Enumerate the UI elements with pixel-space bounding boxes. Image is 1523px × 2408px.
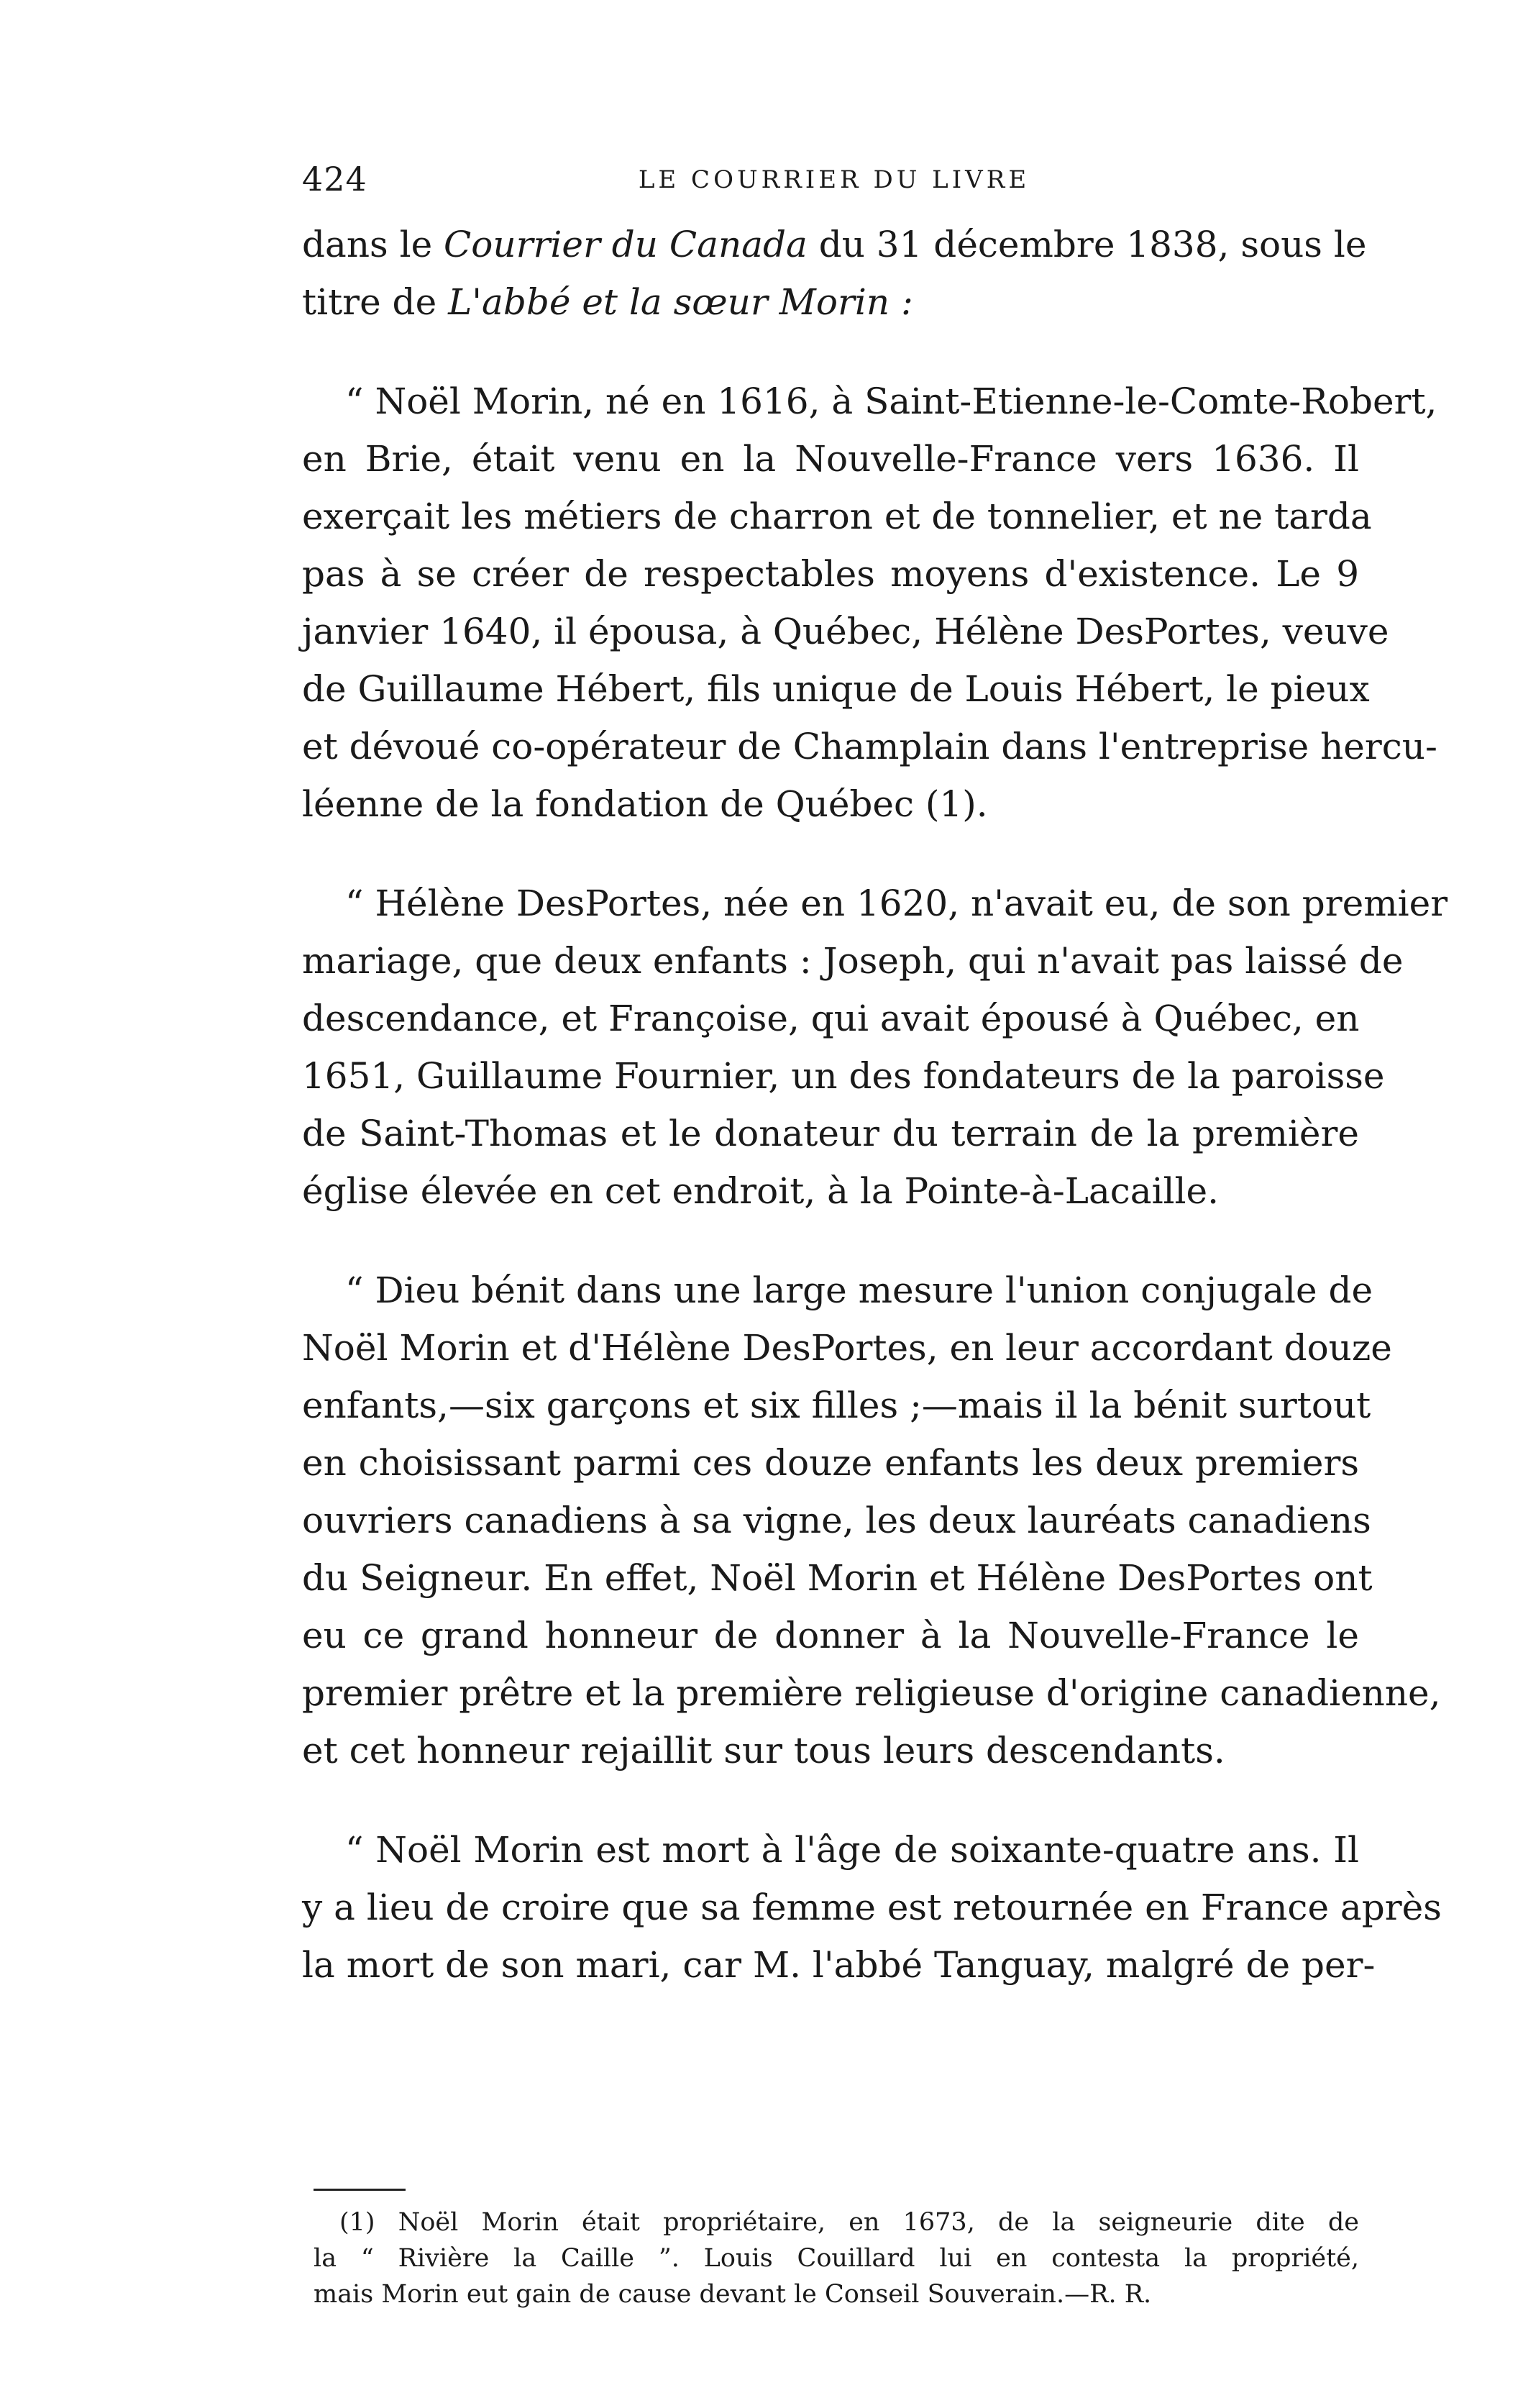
text-line: “ Hélène DesPortes, née en 1620, n'avait eu, de son premier — [345, 883, 1448, 924]
text-line: pas à se créer de respectables moyens d'existence. Le 9 — [302, 553, 1359, 595]
text-line: léenne de la fondation de Québec (1). — [302, 783, 988, 825]
text-line: “ Noël Morin est mort à l'âge de soixante-quatre ans. Il — [345, 1829, 1359, 1871]
text-line: exerçait les métiers de charron et de tonnelier, et ne tarda — [302, 496, 1372, 537]
page-number: 424 — [302, 160, 367, 199]
text-line: y a lieu de croire que sa femme est retournée en France après — [302, 1887, 1442, 1928]
text-line: “ Noël Morin, né en 1616, à Saint-Etienne-le-Comte-Robert, — [345, 380, 1437, 422]
text-line: janvier 1640, il épousa, à Québec, Hélène DesPortes, veuve — [302, 611, 1389, 652]
paragraph — [302, 373, 1437, 833]
running-head — [302, 160, 1366, 203]
text-line: “ Dieu bénit dans une large mesure l'union conjugale de — [345, 1269, 1373, 1311]
text-line: du Seigneur. En effet, Noël Morin et Hélène DesPortes ont — [302, 1557, 1373, 1599]
text-line: ouvriers canadiens à sa vigne, les deux lauréats canadiens — [302, 1500, 1371, 1541]
text-line: et cet honneur rejaillit sur tous leurs descendants. — [302, 1730, 1225, 1771]
text-line: eu ce grand honneur de donner à la Nouvelle-France le — [302, 1615, 1359, 1656]
text-line: et dévoué co-opérateur de Champlain dans l'entreprise hercu- — [302, 726, 1437, 767]
paragraph-gap — [302, 331, 1359, 373]
footnote-line: (1) Noël Morin était propriétaire, en 1673, de la seigneurie dite de — [339, 2208, 1359, 2237]
text-line: mariage, que deux enfants : Joseph, qui n'avait pas laissé de — [302, 940, 1404, 982]
footnote-line: la “ Rivière la Caille ”. Louis Couillard lui en contesta la propriété, — [314, 2244, 1359, 2273]
footnotes — [314, 2204, 1359, 2312]
paragraph — [302, 1821, 1442, 1994]
paragraph-gap — [302, 1220, 1359, 1262]
text-line: église élevée en cet endroit, à la Pointe-à-Lacaille. — [302, 1170, 1220, 1212]
footnote-rule — [314, 2189, 406, 2191]
text-line: Noël Morin et d'Hélène DesPortes, en leur accordant douze — [302, 1327, 1392, 1369]
text-line: 1651, Guillaume Fournier, un des fondateurs de la paroisse — [302, 1055, 1385, 1097]
text-run: dans le — [302, 224, 444, 265]
text-line: premier prêtre et la première religieuse d'origine canadienne, — [302, 1672, 1441, 1714]
text-line: en choisissant parmi ces douze enfants les deux premiers — [302, 1442, 1359, 1484]
text-line: enfants,—six garçons et six filles ;—mais il la bénit surtout — [302, 1385, 1371, 1426]
text-line — [302, 216, 1367, 273]
text-line: de Saint-Thomas et le donateur du terrain de la première — [302, 1113, 1359, 1154]
text-run: titre de — [302, 281, 449, 323]
text-run: du 31 décembre 1838, sous le — [807, 224, 1367, 265]
text-line: en Brie, était venu en la Nouvelle-France vers 1636. Il — [302, 438, 1359, 480]
article-title: L'abbé et la sœur Morin : — [448, 281, 913, 323]
running-title: LE COURRIER DU LIVRE — [638, 165, 1030, 194]
paragraph-gap — [302, 1779, 1359, 1821]
paragraph — [302, 1262, 1441, 1779]
body-text — [302, 216, 1448, 1994]
text-line: la mort de son mari, car M. l'abbé Tanguay, malgré de per- — [302, 1944, 1376, 1986]
text-line — [302, 273, 1359, 331]
paragraph-gap — [302, 833, 1359, 875]
paragraph — [302, 875, 1448, 1220]
text-line: descendance, et Françoise, qui avait épousé à Québec, en — [302, 998, 1360, 1039]
footnote-line: mais Morin eut gain de cause devant le Conseil Souverain.—R. R. — [314, 2280, 1152, 2309]
text-line: de Guillaume Hébert, fils unique de Louis Hébert, le pieux — [302, 668, 1370, 710]
newspaper-title: Courrier du Canada — [444, 224, 808, 265]
